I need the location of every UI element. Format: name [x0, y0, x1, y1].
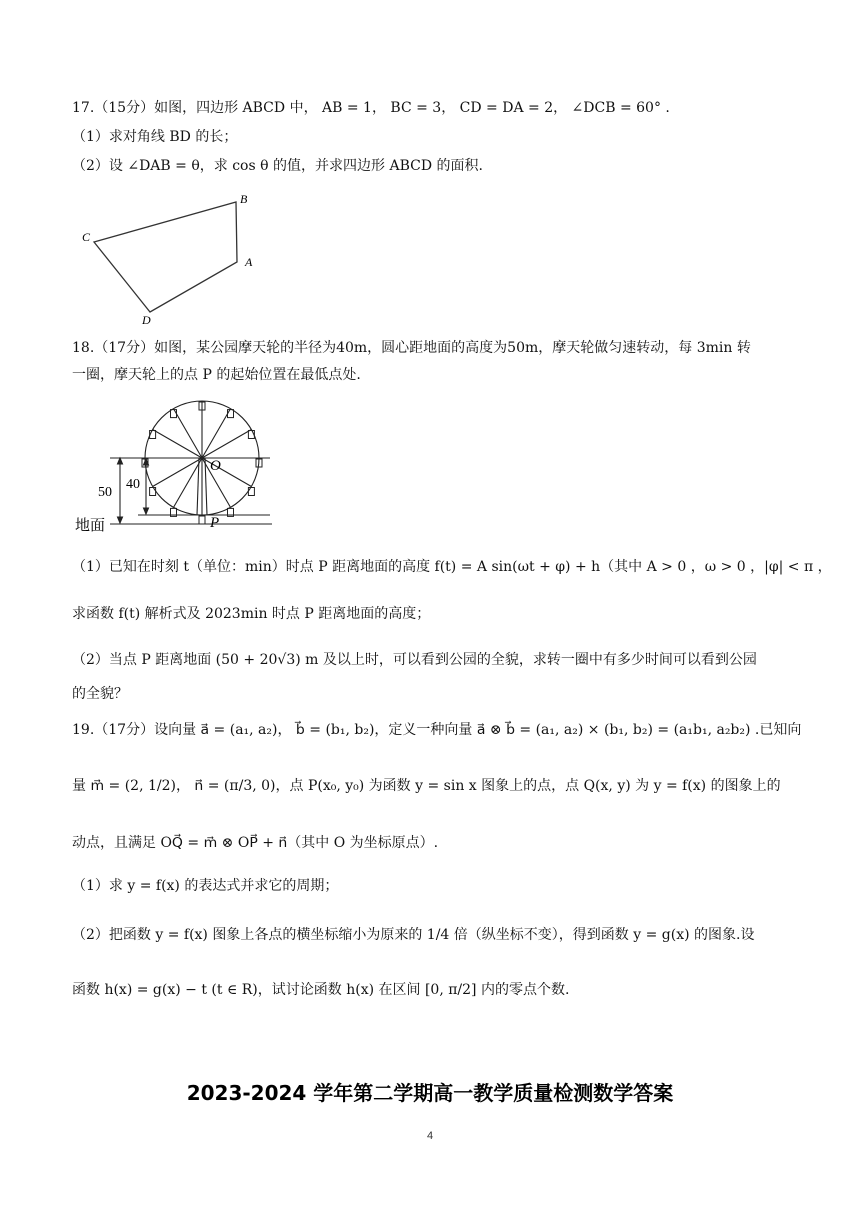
q18-stem-line2: 一圈，摩天轮上的点 P 的起始位置在最低点处.	[72, 367, 361, 383]
q18-ferris-wheel-figure	[70, 396, 290, 536]
q19-part1: （1）求 y = f(x) 的表达式并求它的周期；	[72, 878, 339, 894]
label-50: 50	[98, 485, 112, 500]
q18-stem-line1: 18.（17分）如图，某公园摩天轮的半径为40m，圆心距地面的高度为50m，摩天轮做匀速转动，每 3min 转	[72, 340, 751, 356]
label-d: D	[142, 313, 151, 327]
label-o: O	[210, 458, 221, 474]
q19-stem-line2: 量 m⃗ = (2, 1/2)， n⃗ = (π/3, 0)，点 P(x₀, y₀) 为函数 y = sin x 图象上的点，点 Q(x, y) 为 y = f(x) 的图象上的	[72, 778, 781, 794]
label-ground: 地面	[75, 518, 106, 534]
q19-part2-line1: （2）把函数 y = f(x) 图象上各点的横坐标缩小为原来的 1/4 倍（纵坐标不变），得到函数 y = g(x) 的图象.设	[72, 927, 755, 943]
dimension-50	[118, 458, 123, 523]
q18-part1-line1: （1）已知在时刻 t（单位：min）时点 P 距离地面的高度 f(t) = A sin(ωt + φ) + h（其中 A > 0 ，ω > 0 ，|φ| < π ，	[72, 559, 832, 575]
quadrilateral-abcd	[94, 202, 237, 312]
label-40: 40	[126, 477, 140, 492]
label-a: A	[245, 255, 253, 269]
q18-part2-line2: 的全貌？	[72, 686, 128, 702]
q17-quadrilateral-figure	[70, 188, 270, 328]
q18-part1-line2: 求函数 f(t) 解析式及 2023min 时点 P 距离地面的高度；	[72, 606, 431, 622]
q19-part2-line2: 函数 h(x) = g(x) − t (t ∈ R)，试讨论函数 h(x) 在区间 [0, π/2] 内的零点个数.	[72, 982, 570, 998]
q19-stem-line3: 动点，且满足 OQ⃗ = m⃗ ⊗ OP⃗ + n⃗（其中 O 为坐标原点）.	[72, 835, 439, 851]
answer-heading: 2023-2024 学年第二学期高一教学质量检测数学答案	[186, 1081, 674, 1105]
label-c: C	[82, 230, 91, 244]
q18-part2-line1: （2）当点 P 距离地面 (50 + 20√3) m 及以上时，可以看到公园的全貌，求转一圈中有多少时间可以看到公园	[72, 652, 757, 668]
q17-part2: （2）设 ∠DAB = θ，求 cos θ 的值，并求四边形 ABCD 的面积.	[72, 158, 483, 174]
label-b: B	[240, 192, 248, 206]
page-number: 4	[426, 1130, 434, 1142]
q17-part1: （1）求对角线 BD 的长；	[72, 129, 238, 145]
q17-stem: 17.（15分）如图，四边形 ABCD 中， AB = 1， BC = 3， CD = DA = 2， ∠DCB = 60° .	[72, 100, 670, 116]
q19-stem-line1: 19.（17分）设向量 a⃗ = (a₁, a₂)， b⃗ = (b₁, b₂)，定义一种向量 a⃗ ⊗ b⃗ = (a₁, a₂) × (b₁, b₂) = (a₁b₁, a₂b₂) .已知向	[72, 722, 802, 738]
label-p: P	[210, 515, 220, 531]
center-dot	[200, 456, 203, 459]
